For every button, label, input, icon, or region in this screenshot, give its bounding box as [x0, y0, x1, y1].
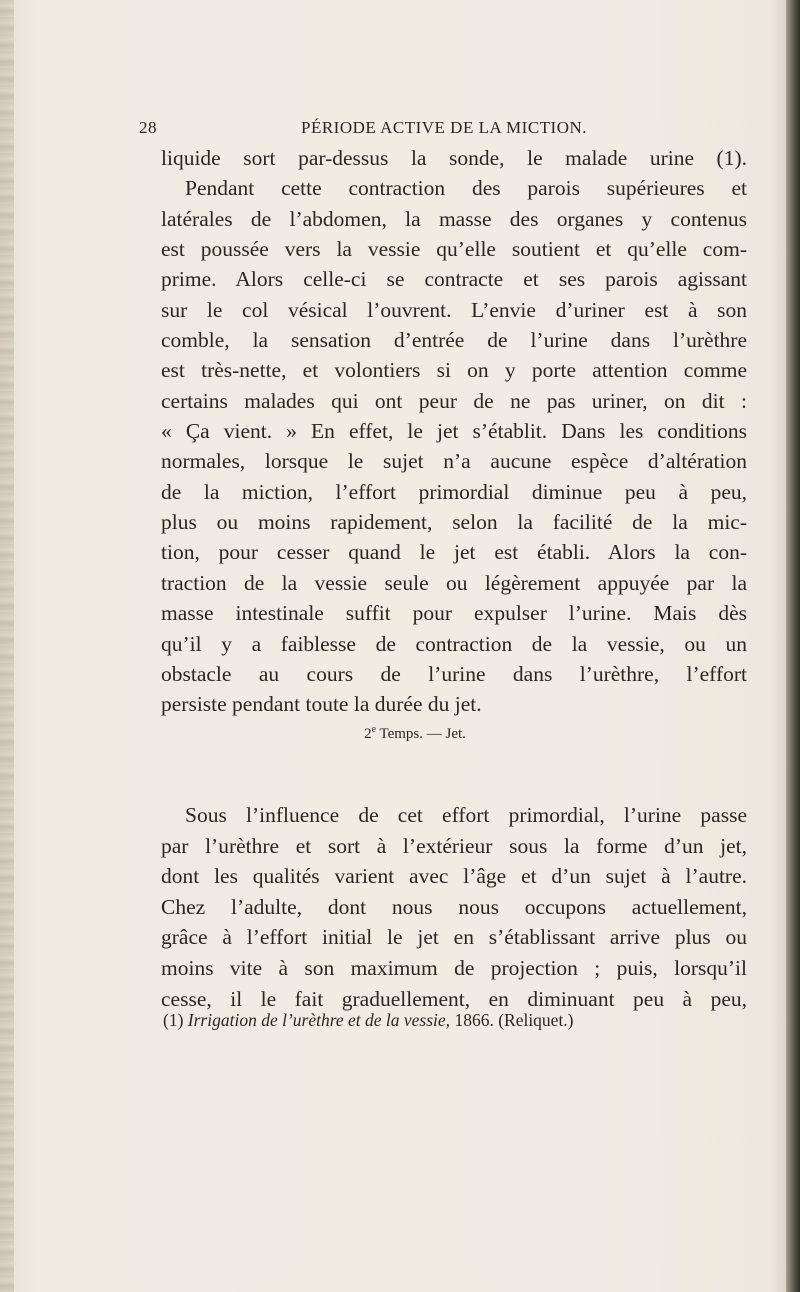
text-line: est très-nette, et volontiers si on y porte attention comme [161, 358, 747, 383]
text-line: liquide sort par-dessus la sonde, le malade urine (1). [161, 146, 747, 170]
page-number: 28 [139, 118, 157, 137]
text-line: Pendant cette contraction des parois supérieures et [185, 176, 747, 201]
footnote-title: Irrigation de l’urèthre et de la vessie, [187, 1010, 451, 1030]
text-line: prime. Alors celle-ci se contracte et ses parois agissant [161, 267, 747, 292]
paragraph-1 [161, 143, 747, 720]
text-line: masse intestinale suffit pour expulser l’urine. Mais dès [161, 601, 747, 626]
text-line: par l’urèthre et sort à l’extérieur sous la forme d’un jet, [161, 833, 747, 858]
text-line: latérales de l’abdomen, la masse des organes y contenus [161, 206, 747, 231]
text-line: obstacle au cours de l’urine dans l’urèthre, l’effort [161, 661, 747, 686]
running-title: PÉRIODE ACTIVE DE LA MICTION. [301, 118, 588, 137]
footnote-source: 1866. (Reliquet.) [454, 1010, 574, 1030]
text-line: Chez l’adulte, dont nous nous occupons actuellement, [161, 894, 747, 919]
book-gutter [0, 0, 14, 1292]
text-line: dont les qualités varient avec l’âge et d’un sujet à l’autre. [161, 864, 747, 889]
subheading-text: 2e Temps. — Jet. [364, 724, 466, 742]
text-line: normales, lorsque le sujet n’a aucune espèce d’altération [161, 449, 747, 474]
text-line: sur le col vésical l’ouvrent. L’envie d’uriner est à son [161, 297, 747, 322]
text-line: certains malades qui ont peur de ne pas uriner, on dit : [161, 388, 747, 413]
text-line: moins vite à son maximum de projection ; puis, lorsqu’il [161, 955, 747, 980]
text-line: est poussée vers la vessie qu’elle soutient et qu’elle com- [161, 237, 747, 262]
section-subheading [0, 724, 800, 743]
paragraph-2 [161, 800, 747, 1014]
text-line: Sous l’influence de cet effort primordial, l’urine passe [185, 803, 747, 827]
footnote-marker: (1) [163, 1010, 184, 1030]
text-line: qu’il y a faiblesse de contraction de la vessie, ou un [161, 631, 747, 656]
text-line: tion, pour cesser quand le jet est établi. Alors la con- [161, 540, 747, 565]
text-line: de la miction, l’effort primordial diminue peu à peu, [161, 479, 747, 504]
text-line: grâce à l’effort initial le jet en s’établissant arrive plus ou [161, 925, 747, 950]
text-line: persiste pendant toute la durée du jet. [161, 692, 482, 717]
text-line: traction de la vessie seule ou légèrement appuyée par la [161, 570, 747, 595]
text-line: cesse, il le fait graduellement, en diminuant peu à peu, [161, 986, 747, 1011]
text-line: comble, la sensation d’entrée de l’urine dans l’urèthre [161, 328, 747, 353]
text-line: plus ou moins rapidement, selon la facilité de la mic- [161, 510, 747, 535]
footnote [163, 1010, 574, 1031]
text-line: « Ça vient. » En effet, le jet s’établit. Dans les conditions [161, 419, 747, 444]
page-edge-shadow [786, 0, 800, 1292]
